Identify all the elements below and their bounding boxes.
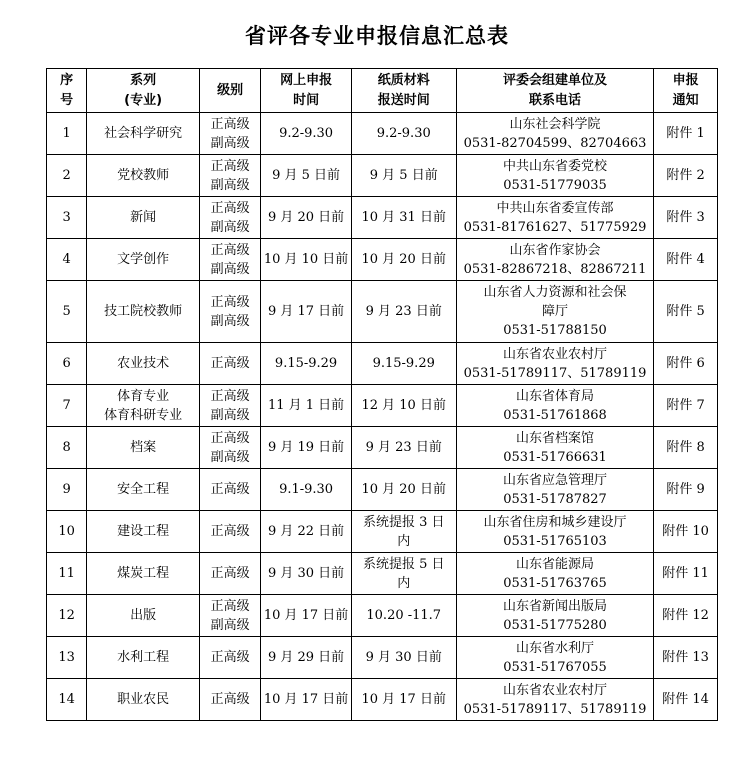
- cell-unit-phone: 山东社会科学院 0531-82704599、82704663: [456, 113, 653, 155]
- cell-series: 煤炭工程: [87, 553, 200, 595]
- table-row: [47, 553, 718, 595]
- cell-no: 5: [47, 281, 87, 343]
- cell-no: 14: [47, 679, 87, 721]
- table-row: [47, 595, 718, 637]
- cell-no: 1: [47, 113, 87, 155]
- cell-notice[interactable]: 附件 1: [654, 113, 718, 155]
- cell-no: 13: [47, 637, 87, 679]
- cell-notice[interactable]: 附件 5: [654, 281, 718, 343]
- cell-series: 档案: [87, 427, 200, 469]
- cell-online-time: 9.15-9.29: [261, 343, 351, 385]
- cell-notice[interactable]: 附件 14: [654, 679, 718, 721]
- cell-series: 党校教师: [87, 155, 200, 197]
- cell-online-time: 9 月 19 日前: [261, 427, 351, 469]
- cell-online-time: 9 月 22 日前: [261, 511, 351, 553]
- cell-level: 正高级 副高级: [199, 155, 261, 197]
- cell-level: 正高级 副高级: [199, 197, 261, 239]
- table-body: [47, 113, 718, 721]
- cell-paper-time: 10 月 17 日前: [351, 679, 456, 721]
- summary-table: [46, 68, 718, 721]
- cell-no: 10: [47, 511, 87, 553]
- cell-unit-phone: 山东省住房和城乡建设厅 0531-51765103: [456, 511, 653, 553]
- cell-no: 11: [47, 553, 87, 595]
- cell-online-time: 9 月 5 日前: [261, 155, 351, 197]
- cell-paper-time: 9 月 30 日前: [351, 637, 456, 679]
- cell-series: 社会科学研究: [87, 113, 200, 155]
- table-row: [47, 239, 718, 281]
- cell-online-time: 9 月 17 日前: [261, 281, 351, 343]
- cell-level: 正高级 副高级: [199, 385, 261, 427]
- table-row: [47, 343, 718, 385]
- cell-online-time: 9 月 20 日前: [261, 197, 351, 239]
- cell-unit-phone: 山东省农业农村厅 0531-51789117、51789119: [456, 343, 653, 385]
- cell-notice[interactable]: 附件 8: [654, 427, 718, 469]
- cell-level: 正高级: [199, 343, 261, 385]
- table-row: [47, 113, 718, 155]
- cell-level: 正高级 副高级: [199, 427, 261, 469]
- table-row: [47, 385, 718, 427]
- cell-no: 9: [47, 469, 87, 511]
- cell-unit-phone: 中共山东省委宣传部 0531-81761627、51775929: [456, 197, 653, 239]
- cell-series: 新闻: [87, 197, 200, 239]
- cell-online-time: 10 月 17 日前: [261, 679, 351, 721]
- cell-paper-time: 系统提报 5 日 内: [351, 553, 456, 595]
- cell-series: 出版: [87, 595, 200, 637]
- cell-level: 正高级: [199, 637, 261, 679]
- cell-unit-phone: 中共山东省委党校 0531-51779035: [456, 155, 653, 197]
- header-online-time: 网上申报 时间: [261, 69, 351, 113]
- header-series: 系列 (专业): [87, 69, 200, 113]
- cell-series: 职业农民: [87, 679, 200, 721]
- cell-paper-time: 9.2-9.30: [351, 113, 456, 155]
- cell-unit-phone: 山东省水利厅 0531-51767055: [456, 637, 653, 679]
- cell-notice[interactable]: 附件 3: [654, 197, 718, 239]
- cell-paper-time: 9.15-9.29: [351, 343, 456, 385]
- table-row: [47, 427, 718, 469]
- cell-paper-time: 系统提报 3 日 内: [351, 511, 456, 553]
- cell-notice[interactable]: 附件 11: [654, 553, 718, 595]
- cell-no: 8: [47, 427, 87, 469]
- cell-paper-time: 9 月 23 日前: [351, 281, 456, 343]
- cell-unit-phone: 山东省作家协会 0531-82867218、82867211: [456, 239, 653, 281]
- cell-no: 12: [47, 595, 87, 637]
- cell-paper-time: 10 月 20 日前: [351, 239, 456, 281]
- cell-series: 安全工程: [87, 469, 200, 511]
- cell-series: 水利工程: [87, 637, 200, 679]
- cell-online-time: 9.2-9.30: [261, 113, 351, 155]
- cell-online-time: 11 月 1 日前: [261, 385, 351, 427]
- cell-series: 文学创作: [87, 239, 200, 281]
- cell-notice[interactable]: 附件 12: [654, 595, 718, 637]
- cell-level: 正高级: [199, 553, 261, 595]
- cell-notice[interactable]: 附件 2: [654, 155, 718, 197]
- cell-level: 正高级 副高级: [199, 113, 261, 155]
- cell-notice[interactable]: 附件 7: [654, 385, 718, 427]
- cell-notice[interactable]: 附件 13: [654, 637, 718, 679]
- cell-level: 正高级 副高级: [199, 239, 261, 281]
- cell-unit-phone: 山东省应急管理厅 0531-51787827: [456, 469, 653, 511]
- cell-unit-phone: 山东省能源局 0531-51763765: [456, 553, 653, 595]
- cell-paper-time: 10 月 20 日前: [351, 469, 456, 511]
- cell-paper-time: 12 月 10 日前: [351, 385, 456, 427]
- header-unit-phone: 评委会组建单位及 联系电话: [456, 69, 653, 113]
- cell-unit-phone: 山东省农业农村厅 0531-51789117、51789119: [456, 679, 653, 721]
- header-row: [47, 69, 718, 113]
- cell-level: 正高级: [199, 469, 261, 511]
- cell-no: 7: [47, 385, 87, 427]
- cell-series: 体育专业 体育科研专业: [87, 385, 200, 427]
- cell-online-time: 10 月 10 日前: [261, 239, 351, 281]
- cell-unit-phone: 山东省人力资源和社会保 障厅 0531-51788150: [456, 281, 653, 343]
- cell-notice[interactable]: 附件 6: [654, 343, 718, 385]
- cell-paper-time: 10.20 -11.7: [351, 595, 456, 637]
- cell-no: 3: [47, 197, 87, 239]
- cell-paper-time: 10 月 31 日前: [351, 197, 456, 239]
- cell-unit-phone: 山东省新闻出版局 0531-51775280: [456, 595, 653, 637]
- cell-series: 建设工程: [87, 511, 200, 553]
- cell-online-time: 9.1-9.30: [261, 469, 351, 511]
- table-row: [47, 197, 718, 239]
- table-row: [47, 155, 718, 197]
- header-no: 序 号: [47, 69, 87, 113]
- cell-notice[interactable]: 附件 9: [654, 469, 718, 511]
- cell-series: 技工院校教师: [87, 281, 200, 343]
- table-row: [47, 511, 718, 553]
- table-row: [47, 281, 718, 343]
- cell-notice[interactable]: 附件 4: [654, 239, 718, 281]
- cell-level: 正高级 副高级: [199, 595, 261, 637]
- cell-no: 2: [47, 155, 87, 197]
- cell-online-time: 10 月 17 日前: [261, 595, 351, 637]
- cell-no: 6: [47, 343, 87, 385]
- cell-unit-phone: 山东省档案馆 0531-51766631: [456, 427, 653, 469]
- table-row: [47, 679, 718, 721]
- table-row: [47, 637, 718, 679]
- cell-level: 正高级: [199, 679, 261, 721]
- header-paper-time: 纸质材料 报送时间: [351, 69, 456, 113]
- page-title: 省评各专业申报信息汇总表: [245, 24, 509, 48]
- cell-online-time: 9 月 30 日前: [261, 553, 351, 595]
- header-notice: 申报 通知: [654, 69, 718, 113]
- cell-unit-phone: 山东省体育局 0531-51761868: [456, 385, 653, 427]
- cell-notice[interactable]: 附件 10: [654, 511, 718, 553]
- cell-online-time: 9 月 29 日前: [261, 637, 351, 679]
- header-level: 级别: [199, 69, 261, 113]
- cell-level: 正高级 副高级: [199, 281, 261, 343]
- cell-paper-time: 9 月 5 日前: [351, 155, 456, 197]
- cell-series: 农业技术: [87, 343, 200, 385]
- table-row: [47, 469, 718, 511]
- cell-level: 正高级: [199, 511, 261, 553]
- cell-no: 4: [47, 239, 87, 281]
- cell-paper-time: 9 月 23 日前: [351, 427, 456, 469]
